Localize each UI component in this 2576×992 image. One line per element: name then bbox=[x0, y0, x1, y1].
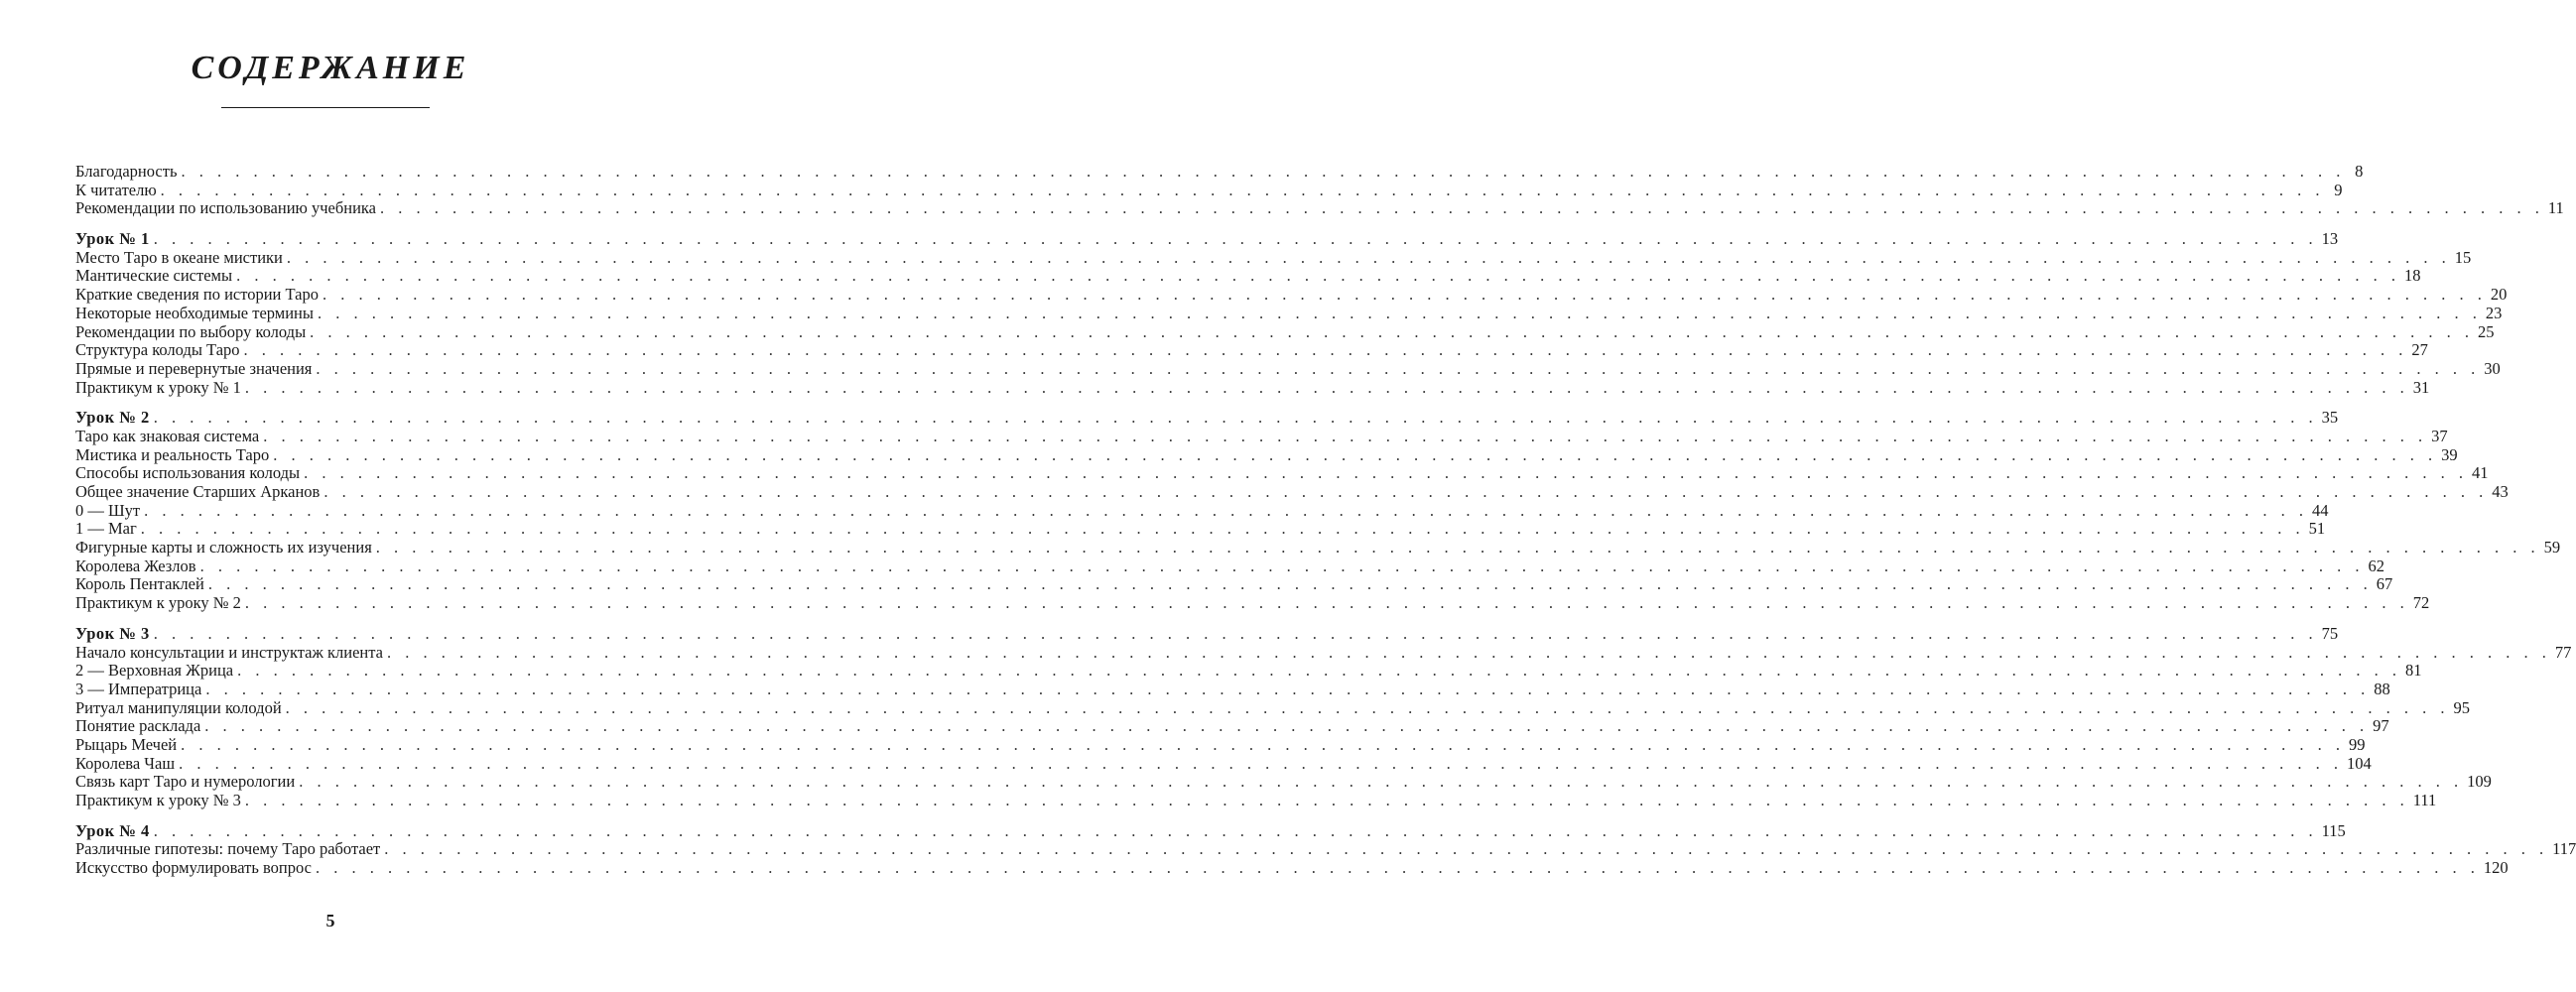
dot-leader: . . . . . . . . . . . . . . . . . . . . . . . . . . . . . . . . . . . . . . . . . . . . . . . . . . . . . . . . . . . . . . . . . . . . . . . . . . . . . . . . . . . . . . . . . . . . . . . . . . . . . . . . . . . . . . . . . . . . . . . . bbox=[315, 858, 2480, 878]
dot-leader: . . . . . . . . . . . . . . . . . . . . . . . . . . . . . . . . . . . . . . . . . . . . . . . . . . . . . . . . . . . . . . . . . . . . . . . . . . . . . . . . . . . . . . . . . . . . . . . . . . . . . . . . . . . . . . . . . . . . . . . . bbox=[153, 623, 2318, 643]
toc-entry-title: Ритуал манипуляции колодой bbox=[75, 697, 282, 717]
toc-entry-page: 117 bbox=[2552, 839, 2576, 859]
toc-entry-page: 75 bbox=[2321, 623, 2339, 643]
toc-entry-title: Способы использования колоды bbox=[75, 463, 301, 483]
toc-entry-page: 11 bbox=[2547, 198, 2564, 218]
toc-entry-page: 15 bbox=[2454, 247, 2472, 267]
toc-entry[interactable] bbox=[75, 642, 2572, 663]
dot-leader: . . . . . . . . . . . . . . . . . . . . . . . . . . . . . . . . . . . . . . . . . . . . . . . . . . . . . . . . . . . . . . . . . . . . . . . . . . . . . . . . . . . . . . . . . . . . . . . . . . . . . . . . . . . . . . . . . . . . . . . . bbox=[244, 377, 2409, 397]
toc-entry-title: К читателю bbox=[75, 180, 157, 199]
toc-entry-title: 3 — Императрица bbox=[75, 679, 202, 698]
toc-entry-page: 120 bbox=[2483, 858, 2509, 878]
toc-entry-page: 51 bbox=[2308, 519, 2326, 539]
dot-leader: . . . . . . . . . . . . . . . . . . . . . . . . . . . . . . . . . . . . . . . . . . . . . . . . . . . . . . . . . . . . . . . . . . . . . . . . . . . . . . . . . . . . . . . . . . . . . . . . . . . . . . . . . . . . . . . . . . . . . . . . bbox=[144, 500, 2308, 520]
toc-entry-title: 0 — Шут bbox=[75, 500, 141, 520]
toc-entry-title: Рекомендации по использованию учебника bbox=[75, 198, 377, 218]
toc-entry[interactable] bbox=[75, 697, 2471, 718]
dot-leader: . . . . . . . . . . . . . . . . . . . . . . . . . . . . . . . . . . . . . . . . . . . . . . . . . . . . . . . . . . . . . . . . . . . . . . . . . . . . . . . . . . . . . . . . . . . . . . . . . . . . . . . . . . . . . . . . . . . . . . . . bbox=[199, 556, 2365, 575]
dot-leader: . . . . . . . . . . . . . . . . . . . . . . . . . . . . . . . . . . . . . . . . . . . . . . . . . . . . . . . . . . . . . . . . . . . . . . . . . . . . . . . . . . . . . . . . . . . . . . . . . . . . . . . . . . . . . . . . . . . . . . . . bbox=[153, 229, 2318, 249]
toc-entry-title: Урок № 1 bbox=[75, 229, 150, 249]
toc-entry-page: 97 bbox=[2373, 716, 2389, 736]
page-number: 5 bbox=[325, 911, 335, 930]
dot-leader: . . . . . . . . . . . . . . . . . . . . . . . . . . . . . . . . . . . . . . . . . . . . . . . . . . . . . . . . . . . . . . . . . . . . . . . . . . . . . . . . . . . . . . . . . . . . . . . . . . . . . . . . . . . . . . . . . . . . . . . . bbox=[263, 426, 2428, 445]
toc-entry-title: Благодарность bbox=[75, 162, 178, 181]
dot-leader: . . . . . . . . . . . . . . . . . . . . . . . . . . . . . . . . . . . . . . . . . . . . . . . . . . . . . . . . . . . . . . . . . . . . . . . . . . . . . . . . . . . . . . . . . . . . . . . . . . . . . . . . . . . . . . . . . . . . . . . . bbox=[236, 266, 2400, 286]
toc-entry[interactable] bbox=[75, 247, 2472, 268]
toc-entry-title: Понятие расклада bbox=[75, 716, 201, 736]
toc-section bbox=[75, 229, 2508, 397]
toc-entry-page: 67 bbox=[2376, 574, 2393, 594]
toc-entry[interactable] bbox=[75, 538, 2561, 558]
toc-section bbox=[75, 820, 2576, 878]
toc-lesson-heading[interactable] bbox=[75, 229, 2339, 249]
dot-leader: . . . . . . . . . . . . . . . . . . . . . . . . . . . . . . . . . . . . . . . . . . . . . . . . . . . . . . . . . . . . . . . . . . . . . . . . . . . . . . . . . . . . . . . . . . . . . . . . . . . . . . . . . . . . . . . . . . . . . . . . bbox=[179, 753, 2343, 773]
toc-lesson-heading[interactable] bbox=[75, 820, 2346, 841]
dot-leader: . . . . . . . . . . . . . . . . . . . . . . . . . . . . . . . . . . . . . . . . . . . . . . . . . . . . . . . . . . . . . . . . . . . . . . . . . . . . . . . . . . . . . . . . . . . . . . . . . . . . . . . . . . . . . . . . . . . . . . . . bbox=[205, 679, 2371, 698]
toc-entry[interactable] bbox=[75, 716, 2389, 736]
toc-entry-page: 35 bbox=[2321, 408, 2339, 428]
toc-entry[interactable] bbox=[75, 734, 2366, 755]
toc-entry[interactable] bbox=[75, 858, 2509, 878]
toc-entry[interactable] bbox=[75, 180, 2343, 200]
toc-entry[interactable] bbox=[75, 500, 2329, 521]
toc-entry-page: 39 bbox=[2441, 444, 2458, 464]
toc-entry-page: 23 bbox=[2485, 303, 2503, 322]
toc-entry-page: 8 bbox=[2355, 162, 2364, 181]
toc-entry-page: 9 bbox=[2334, 180, 2343, 199]
toc-entry-title: Практикум к уроку № 2 bbox=[75, 593, 241, 613]
dot-leader: . . . . . . . . . . . . . . . . . . . . . . . . . . . . . . . . . . . . . . . . . . . . . . . . . . . . . . . . . . . . . . . . . . . . . . . . . . . . . . . . . . . . . . . . . . . . . . . . . . . . . . . . . . . . . . . . . . . . . . . . bbox=[153, 408, 2318, 428]
dot-leader: . . . . . . . . . . . . . . . . . . . . . . . . . . . . . . . . . . . . . . . . . . . . . . . . . . . . . . . . . . . . . . . . . . . . . . . . . . . . . . . . . . . . . . . . . . . . . . . . . . . . . . . . . . . . . . . . . . . . . . . . bbox=[387, 642, 2551, 662]
toc-entry-title: Фигурные карты и сложность их изучения bbox=[75, 538, 372, 558]
toc-entry-title: Различные гипотезы: почему Таро работает bbox=[75, 839, 381, 859]
toc-entry-page: 31 bbox=[2412, 377, 2430, 397]
dot-leader: . . . . . . . . . . . . . . . . . . . . . . . . . . . . . . . . . . . . . . . . . . . . . . . . . . . . . . . . . . . . . . . . . . . . . . . . . . . . . . . . . . . . . . . . . . . . . . . . . . . . . . . . . . . . . . . . . . . . . . . . bbox=[310, 321, 2475, 341]
toc-entry-title: Королева Чаш bbox=[75, 753, 176, 773]
toc-entry[interactable] bbox=[75, 266, 2421, 286]
toc-entry-title: Мистика и реальность Таро bbox=[75, 444, 270, 464]
toc-entry-title: Прямые и перевернутые значения bbox=[75, 358, 313, 378]
toc-entry-title: Связь карт Таро и нумерологии bbox=[75, 772, 296, 792]
toc-entry-title: Общее значение Старших Арканов bbox=[75, 482, 321, 501]
toc-entry[interactable] bbox=[75, 679, 2390, 699]
dot-leader: . . . . . . . . . . . . . . . . . . . . . . . . . . . . . . . . . . . . . . . . . . . . . . . . . . . . . . . . . . . . . . . . . . . . . . . . . . . . . . . . . . . . . . . . . . . . . . . . . . . . . . . . . . . . . . . . . . . . . . . . bbox=[316, 358, 2481, 378]
toc-entry-title: Королева Жезлов bbox=[75, 556, 196, 575]
toc-section bbox=[75, 623, 2572, 810]
dot-leader: . . . . . . . . . . . . . . . . . . . . . . . . . . . . . . . . . . . . . . . . . . . . . . . . . . . . . . . . . . . . . . . . . . . . . . . . . . . . . . . . . . . . . . . . . . . . . . . . . . . . . . . . . . . . . . . . . . . . . . . . bbox=[160, 180, 2325, 199]
toc-section bbox=[75, 162, 2564, 218]
toc-entry[interactable] bbox=[75, 444, 2458, 465]
toc-entry-title: Некоторые необходимые термины bbox=[75, 303, 314, 322]
toc-entry-title: Искусство формулировать вопрос bbox=[75, 858, 312, 878]
toc-entry[interactable] bbox=[75, 162, 2364, 182]
toc-entry-title: Практикум к уроку № 1 bbox=[75, 377, 241, 397]
toc-entry-page: 115 bbox=[2321, 820, 2346, 840]
toc-entry-title: Таро как знаковая система bbox=[75, 426, 260, 445]
toc-entry-page: 37 bbox=[2431, 426, 2448, 445]
toc-entry-page: 109 bbox=[2467, 772, 2492, 792]
toc-entry-page: 43 bbox=[2492, 482, 2509, 501]
dot-leader: . . . . . . . . . . . . . . . . . . . . . . . . . . . . . . . . . . . . . . . . . . . . . . . . . . . . . . . . . . . . . . . . . . . . . . . . . . . . . . . . . . . . . . . . . . . . . . . . . . . . . . . . . . . . . . . . . . . . . . . . bbox=[323, 482, 2489, 501]
toc-entry-page: 27 bbox=[2411, 340, 2428, 360]
toc-entry-page: 18 bbox=[2403, 266, 2421, 286]
toc-entry-title: Урок № 2 bbox=[75, 408, 150, 428]
toc-entry[interactable] bbox=[75, 593, 2430, 613]
toc-entry[interactable] bbox=[75, 463, 2489, 483]
dot-leader: . . . . . . . . . . . . . . . . . . . . . . . . . . . . . . . . . . . . . . . . . . . . . . . . . . . . . . . . . . . . . . . . . . . . . . . . . . . . . . . . . . . . . . . . . . . . . . . . . . . . . . . . . . . . . . . . . . . . . . . . bbox=[244, 593, 2409, 613]
toc-entry[interactable] bbox=[75, 482, 2509, 502]
title-divider bbox=[221, 107, 430, 108]
dot-leader: . . . . . . . . . . . . . . . . . . . . . . . . . . . . . . . . . . . . . . . . . . . . . . . . . . . . . . . . . . . . . . . . . . . . . . . . . . . . . . . . . . . . . . . . . . . . . . . . . . . . . . . . . . . . . . . . . . . . . . . . bbox=[384, 839, 2549, 859]
toc-entry-page: 111 bbox=[2412, 791, 2437, 809]
toc-entry[interactable] bbox=[75, 340, 2428, 360]
toc-entry[interactable] bbox=[75, 285, 2508, 305]
toc-entry-page: 104 bbox=[2346, 753, 2372, 773]
dot-leader: . . . . . . . . . . . . . . . . . . . . . . . . . . . . . . . . . . . . . . . . . . . . . . . . . . . . . . . . . . . . . . . . . . . . . . . . . . . . . . . . . . . . . . . . . . . . . . . . . . . . . . . . . . . . . . . . . . . . . . . . bbox=[273, 444, 2438, 464]
toc-entry[interactable] bbox=[75, 661, 2422, 681]
toc-entry-page: 41 bbox=[2471, 463, 2489, 483]
toc-entry-title: 1 — Маг bbox=[75, 519, 137, 539]
dot-leader: . . . . . . . . . . . . . . . . . . . . . . . . . . . . . . . . . . . . . . . . . . . . . . . . . . . . . . . . . . . . . . . . . . . . . . . . . . . . . . . . . . . . . . . . . . . . . . . . . . . . . . . . . . . . . . . . . . . . . . . . bbox=[286, 247, 2451, 267]
toc-entry-page: 20 bbox=[2490, 285, 2508, 305]
toc-entry-title: Урок № 3 bbox=[75, 623, 150, 643]
toc-lesson-heading[interactable] bbox=[75, 408, 2339, 428]
dot-leader: . . . . . . . . . . . . . . . . . . . . . . . . . . . . . . . . . . . . . . . . . . . . . . . . . . . . . . . . . . . . . . . . . . . . . . . . . . . . . . . . . . . . . . . . . . . . . . . . . . . . . . . . . . . . . . . . . . . . . . . . bbox=[322, 285, 2487, 305]
toc-entry[interactable] bbox=[75, 198, 2564, 218]
toc-entry-title: 2 — Верховная Жрица bbox=[75, 661, 234, 681]
toc-entry-title: Рыцарь Мечей bbox=[75, 734, 178, 754]
toc-entry[interactable] bbox=[75, 321, 2495, 342]
toc-entry[interactable] bbox=[75, 772, 2492, 792]
dot-leader: . . . . . . . . . . . . . . . . . . . . . . . . . . . . . . . . . . . . . . . . . . . . . . . . . . . . . . . . . . . . . . . . . . . . . . . . . . . . . . . . . . . . . . . . . . . . . . . . . . . . . . . . . . . . . . . . . . . . . . . . bbox=[375, 538, 2540, 558]
toc-entry-title: Место Таро в океане мистики bbox=[75, 247, 283, 267]
toc-entry-page: 44 bbox=[2311, 500, 2329, 520]
toc-entry-page: 72 bbox=[2412, 593, 2430, 613]
toc-entry[interactable] bbox=[75, 556, 2384, 576]
dot-leader: . . . . . . . . . . . . . . . . . . . . . . . . . . . . . . . . . . . . . . . . . . . . . . . . . . . . . . . . . . . . . . . . . . . . . . . . . . . . . . . . . . . . . . . . . . . . . . . . . . . . . . . . . . . . . . . . . . . . . . . . bbox=[243, 340, 2408, 360]
table-of-contents bbox=[75, 162, 2576, 890]
toc-lesson-heading[interactable] bbox=[75, 623, 2339, 644]
toc-entry-page: 13 bbox=[2321, 229, 2339, 249]
toc-entry[interactable] bbox=[75, 377, 2430, 398]
toc-entry-page: 30 bbox=[2484, 358, 2501, 378]
dot-leader: . . . . . . . . . . . . . . . . . . . . . . . . . . . . . . . . . . . . . . . . . . . . . . . . . . . . . . . . . . . . . . . . . . . . . . . . . . . . . . . . . . . . . . . . . . . . . . . . . . . . . . . . . . . . . . . . . . . . . . . . bbox=[181, 162, 2346, 181]
dot-leader: . . . . . . . . . . . . . . . . . . . . . . . . . . . . . . . . . . . . . . . . . . . . . . . . . . . . . . . . . . . . . . . . . . . . . . . . . . . . . . . . . . . . . . . . . . . . . . . . . . . . . . . . . . . . . . . . . . . . . . . . bbox=[299, 772, 2464, 792]
toc-entry-title: Король Пентаклей bbox=[75, 574, 204, 594]
toc-entry-title: Практикум к уроку № 3 bbox=[75, 791, 241, 809]
toc-entry-title: Урок № 4 bbox=[75, 820, 150, 840]
dot-leader: . . . . . . . . . . . . . . . . . . . . . . . . . . . . . . . . . . . . . . . . . . . . . . . . . . . . . . . . . . . . . . . . . . . . . . . . . . . . . . . . . . . . . . . . . . . . . . . . . . . . . . . . . . . . . . . . . . . . . . . . bbox=[244, 791, 2409, 809]
toc-section bbox=[75, 408, 2561, 613]
toc-entry-page: 59 bbox=[2543, 538, 2561, 558]
dot-leader: . . . . . . . . . . . . . . . . . . . . . . . . . . . . . . . . . . . . . . . . . . . . . . . . . . . . . . . . . . . . . . . . . . . . . . . . . . . . . . . . . . . . . . . . . . . . . . . . . . . . . . . . . . . . . . . . . . . . . . . . bbox=[304, 463, 2468, 483]
toc-entry-title: Начало консультации и инструктаж клиента bbox=[75, 642, 383, 662]
toc-entry[interactable] bbox=[75, 839, 2576, 859]
dot-leader: . . . . . . . . . . . . . . . . . . . . . . . . . . . . . . . . . . . . . . . . . . . . . . . . . . . . . . . . . . . . . . . . . . . . . . . . . . . . . . . . . . . . . . . . . . . . . . . . . . . . . . . . . . . . . . . . . . . . . . . . bbox=[380, 198, 2544, 218]
dot-leader: . . . . . . . . . . . . . . . . . . . . . . . . . . . . . . . . . . . . . . . . . . . . . . . . . . . . . . . . . . . . . . . . . . . . . . . . . . . . . . . . . . . . . . . . . . . . . . . . . . . . . . . . . . . . . . . . . . . . . . . . bbox=[140, 519, 2305, 539]
toc-entry-title: Рекомендации по выбору колоды bbox=[75, 321, 307, 341]
toc-entry-title: Краткие сведения по истории Таро bbox=[75, 285, 320, 305]
dot-leader: . . . . . . . . . . . . . . . . . . . . . . . . . . . . . . . . . . . . . . . . . . . . . . . . . . . . . . . . . . . . . . . . . . . . . . . . . . . . . . . . . . . . . . . . . . . . . . . . . . . . . . . . . . . . . . . . . . . . . . . . bbox=[237, 661, 2402, 681]
toc-entry-page: 62 bbox=[2368, 556, 2384, 575]
toc-entry-title: Структура колоды Таро bbox=[75, 340, 240, 360]
toc-entry[interactable] bbox=[75, 303, 2503, 323]
toc-entry-page: 25 bbox=[2478, 321, 2495, 341]
toc-entry-page: 77 bbox=[2554, 642, 2572, 662]
toc-entry-page: 88 bbox=[2374, 679, 2390, 698]
dot-leader: . . . . . . . . . . . . . . . . . . . . . . . . . . . . . . . . . . . . . . . . . . . . . . . . . . . . . . . . . . . . . . . . . . . . . . . . . . . . . . . . . . . . . . . . . . . . . . . . . . . . . . . . . . . . . . . . . . . . . . . . bbox=[285, 697, 2450, 717]
dot-leader: . . . . . . . . . . . . . . . . . . . . . . . . . . . . . . . . . . . . . . . . . . . . . . . . . . . . . . . . . . . . . . . . . . . . . . . . . . . . . . . . . . . . . . . . . . . . . . . . . . . . . . . . . . . . . . . . . . . . . . . . bbox=[204, 716, 2370, 736]
toc-entry-page: 81 bbox=[2405, 661, 2422, 681]
toc-entry[interactable] bbox=[75, 791, 2437, 810]
toc-entry-title: Мантические системы bbox=[75, 266, 233, 286]
toc-entry[interactable] bbox=[75, 426, 2448, 446]
toc-entry[interactable] bbox=[75, 519, 2326, 539]
dot-leader: . . . . . . . . . . . . . . . . . . . . . . . . . . . . . . . . . . . . . . . . . . . . . . . . . . . . . . . . . . . . . . . . . . . . . . . . . . . . . . . . . . . . . . . . . . . . . . . . . . . . . . . . . . . . . . . . . . . . . . . . bbox=[153, 820, 2318, 840]
toc-entry[interactable] bbox=[75, 753, 2372, 774]
toc-entry[interactable] bbox=[75, 574, 2393, 594]
toc-entry[interactable] bbox=[75, 358, 2501, 379]
toc-entry-page: 95 bbox=[2453, 697, 2471, 717]
dot-leader: . . . . . . . . . . . . . . . . . . . . . . . . . . . . . . . . . . . . . . . . . . . . . . . . . . . . . . . . . . . . . . . . . . . . . . . . . . . . . . . . . . . . . . . . . . . . . . . . . . . . . . . . . . . . . . . . . . . . . . . . bbox=[181, 734, 2346, 754]
page-title: СОДЕРЖАНИЕ bbox=[191, 50, 470, 86]
toc-entry-page: 99 bbox=[2349, 734, 2366, 754]
dot-leader: . . . . . . . . . . . . . . . . . . . . . . . . . . . . . . . . . . . . . . . . . . . . . . . . . . . . . . . . . . . . . . . . . . . . . . . . . . . . . . . . . . . . . . . . . . . . . . . . . . . . . . . . . . . . . . . . . . . . . . . . bbox=[207, 574, 2373, 594]
dot-leader: . . . . . . . . . . . . . . . . . . . . . . . . . . . . . . . . . . . . . . . . . . . . . . . . . . . . . . . . . . . . . . . . . . . . . . . . . . . . . . . . . . . . . . . . . . . . . . . . . . . . . . . . . . . . . . . . . . . . . . . . bbox=[317, 303, 2482, 322]
